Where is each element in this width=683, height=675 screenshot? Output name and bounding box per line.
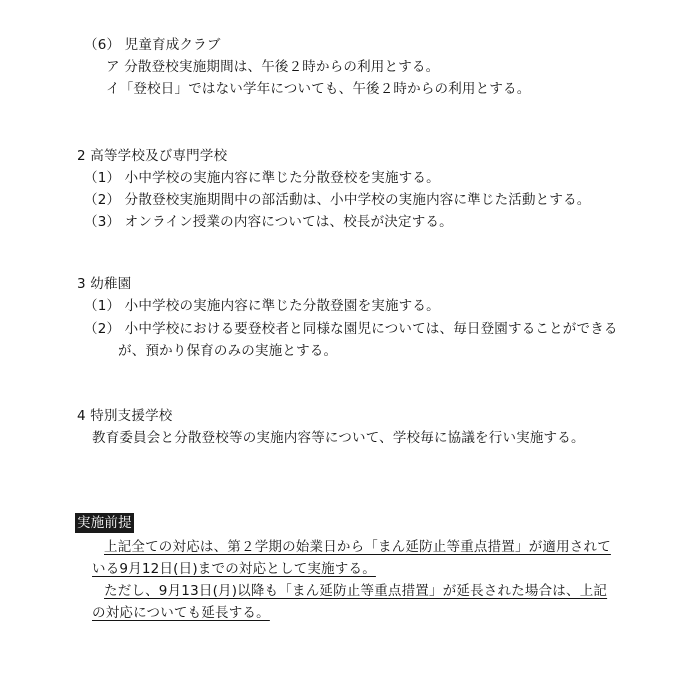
section-6-item-a: ア 分散登校実施期間は、午後２時からの利用とする。 [106,59,440,75]
section-6-item-i: イ「登校日」ではない学年についても、午後２時からの利用とする。 [106,81,531,97]
premise-para-2-line-2: の対応についても延長する。 [92,605,270,621]
section-6-heading: （6） 児童育成クラブ [84,37,221,53]
section-3-item-1: （1） 小中学校の実施内容に準じた分散登園を実施する。 [84,298,440,314]
section-2-item-1: （1） 小中学校の実施内容に準じた分散登校を実施する。 [84,170,440,186]
premise-para-2-line-1: ただし、9月13日(月)以降も「まん延防止等重点措置」が延長された場合は、上記 [104,583,608,599]
section-4-body: 教育委員会と分散登校等の実施内容等について、学校毎に協議を行い実施する。 [92,430,585,446]
premise-para-1-line-1: 上記全ての対応は、第２学期の始業日から「まん延防止等重点措置」が適用されて [104,539,611,555]
section-3-item-2-line-1: （2） 小中学校における要登校者と同様な園児については、毎日登園することができる [84,321,618,337]
section-3-item-2-line-2: が、預かり保育のみの実施とする。 [118,343,338,359]
section-2-item-2: （2） 分散登校実施期間中の部活動は、小中学校の実施内容に準じた活動とする。 [84,192,591,208]
premise-label: 実施前提 [77,515,132,531]
section-3-heading: 3 幼稚園 [77,276,132,292]
section-2-heading: 2 高等学校及び専門学校 [77,148,228,164]
premise-para-1-line-2: いる9月12日(日)までの対応として実施する。 [92,561,376,577]
section-2-item-3: （3） オンライン授業の内容については、校長が決定する。 [84,214,453,230]
section-4-heading: 4 特別支援学校 [77,408,173,424]
